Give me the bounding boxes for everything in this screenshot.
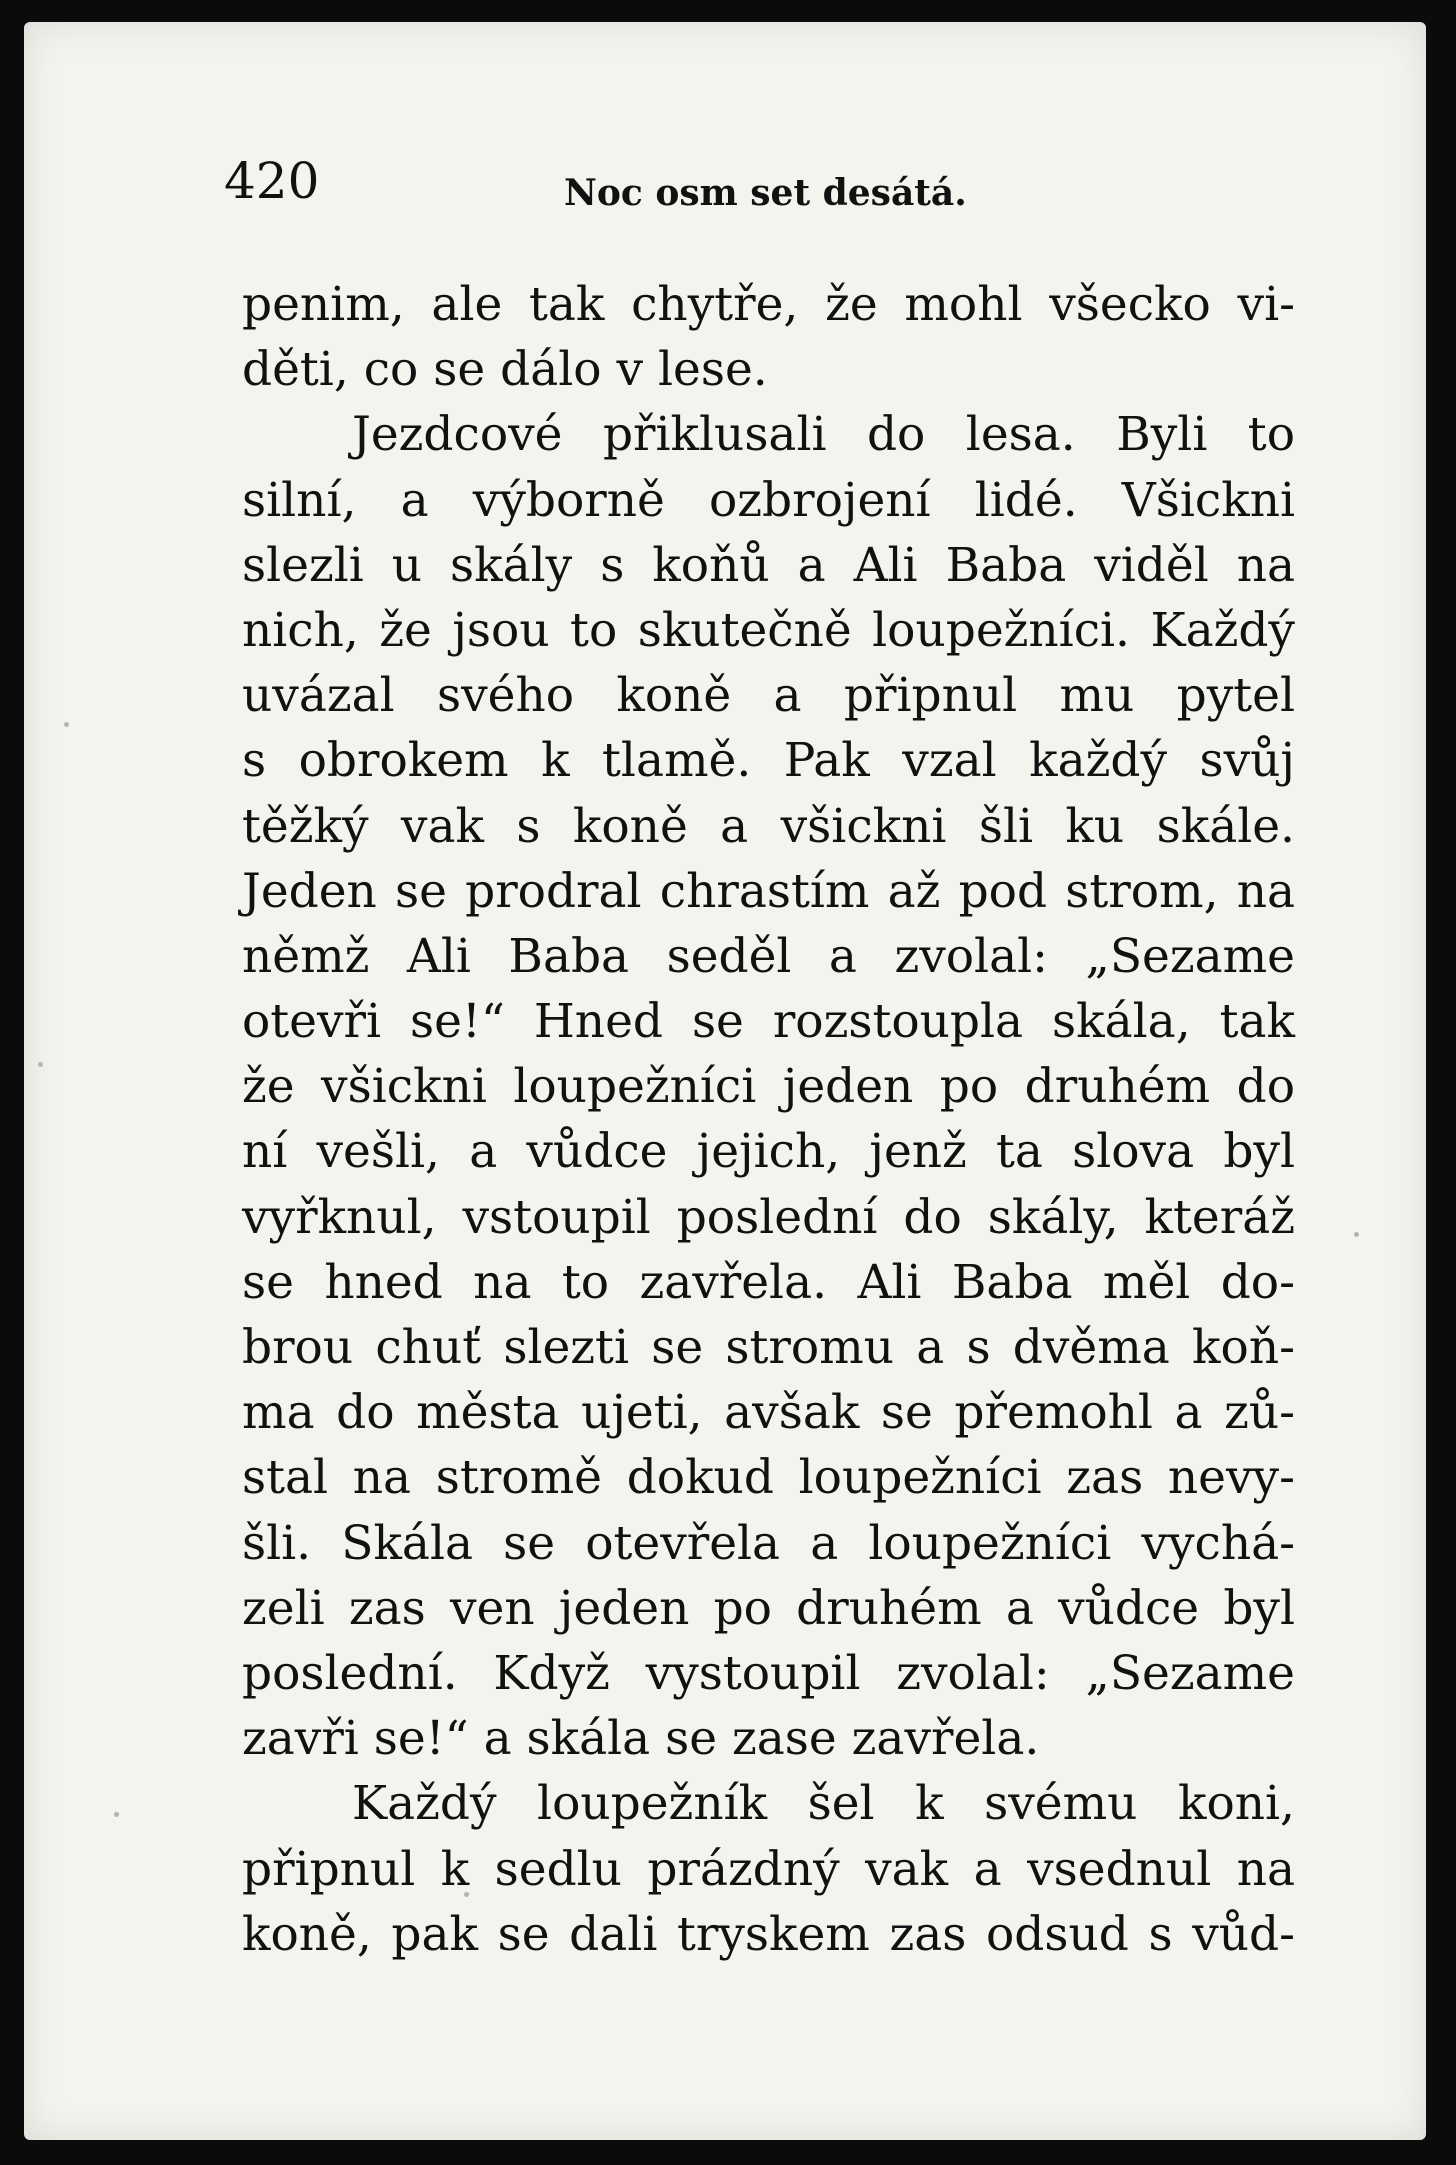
- text-line: penim, ale tak chytře, že mohl všecko vi-: [242, 277, 1295, 332]
- page-speck: [1354, 1232, 1359, 1237]
- text-line: brou chuť slezti se stromu a s dvěma koň-: [242, 1320, 1295, 1375]
- text-line: silní, a výborně ozbrojení lidé. Všickni: [242, 472, 1295, 528]
- text-line: koně, pak se dali tryskem zas odsud s vůd-: [242, 1906, 1295, 1962]
- text-line: nich, že jsou to skutečně loupežníci. Každý: [242, 602, 1295, 658]
- text-line: zeli zas ven jeden po druhém a vůdce byl: [242, 1580, 1295, 1636]
- text-line: připnul k sedlu prázdný vak a vsednul na: [242, 1841, 1295, 1897]
- text-line: děti, co se dálo v lese.: [242, 342, 768, 398]
- text-line: s obrokem k tlamě. Pak vzal každý svůj: [242, 733, 1295, 789]
- text-line: otevři se!“ Hned se rozstoupla skála, tak: [242, 994, 1295, 1050]
- text-line: ma do města ujeti, avšak se přemohl a zů-: [242, 1385, 1295, 1441]
- body-text: [242, 272, 1295, 1967]
- text-line: šli. Skála se otevřela a loupežníci vychá-: [242, 1515, 1295, 1571]
- text-line: Jeden se prodral chrastím až pod strom, na: [242, 863, 1295, 919]
- text-line: Jezdcové přiklusali do lesa. Byli to: [352, 407, 1295, 463]
- book-page: [24, 22, 1426, 2140]
- page-speck: [38, 1062, 43, 1067]
- text-line: zavři se!“ a skála se zase zavřela.: [242, 1711, 1040, 1767]
- text-line: němž Ali Baba seděl a zvolal: „Sezame: [242, 928, 1295, 984]
- text-line: stal na stromě dokud loupežníci zas nevy-: [242, 1450, 1295, 1506]
- text-line: vyřknul, vstoupil poslední do skály, kteráž: [242, 1189, 1295, 1245]
- text-line: uvázal svého koně a připnul mu pytel: [242, 668, 1295, 724]
- text-line: Každý loupežník šel k svému koni,: [352, 1776, 1295, 1832]
- text-line: těžký vak s koně a všickni šli ku skále.: [242, 798, 1295, 854]
- page-speck: [64, 722, 69, 727]
- text-line: se hned na to zavřela. Ali Baba měl do-: [242, 1254, 1295, 1310]
- text-line: že všickni loupežníci jeden po druhém do: [242, 1059, 1295, 1115]
- text-line: poslední. Když vystoupil zvolal: „Sezame: [242, 1645, 1295, 1701]
- page-number: 420: [224, 152, 320, 210]
- text-line: ní vešli, a vůdce jejich, jenž ta slova byl: [242, 1124, 1295, 1180]
- running-title: Noc osm set desátá.: [564, 172, 967, 214]
- text-line: slezli u skály s koňů a Ali Baba viděl na: [242, 537, 1295, 593]
- page-speck: [114, 1812, 119, 1817]
